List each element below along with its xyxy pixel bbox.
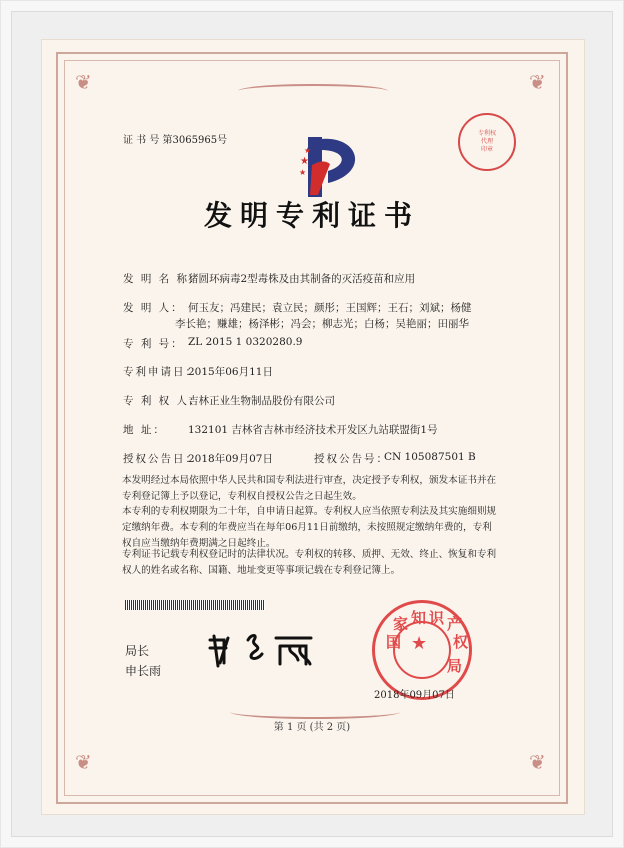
seal-char-7: 局 bbox=[447, 657, 463, 675]
invention-name-label: 发 明 名 称： bbox=[123, 273, 202, 285]
signatory-name: 申长雨 bbox=[125, 664, 162, 678]
signature-image bbox=[206, 628, 326, 670]
corner-ornament-bottom-left: ❦ bbox=[75, 750, 92, 774]
patent-office-logo bbox=[300, 125, 370, 200]
corner-ornament-top-left: ❦ bbox=[75, 70, 92, 94]
seal-char-1: 国 bbox=[386, 633, 402, 651]
grant-date-label: 授权公告日： bbox=[123, 453, 198, 465]
barcode bbox=[125, 600, 265, 610]
top-ornament bbox=[238, 84, 388, 98]
patent-number-label: 专 利 号： bbox=[123, 338, 184, 350]
patentee-label: 专 利 权 人： bbox=[123, 395, 202, 407]
seal-char-3: 知 bbox=[411, 609, 427, 627]
grant-number: CN 105087501 B bbox=[384, 451, 476, 463]
bottom-ornament bbox=[230, 705, 400, 719]
filing-date-label: 专利申请日： bbox=[123, 366, 198, 378]
certificate-number: 证 书 号 第3065965号 bbox=[123, 135, 228, 146]
page-footer: 第 1 页 (共 2 页) bbox=[273, 722, 351, 733]
seal-star-icon: ★ bbox=[411, 633, 428, 654]
certificate-title: 发明专利证书 bbox=[203, 199, 420, 232]
small-stamp-line-1: 专利权 bbox=[477, 130, 496, 137]
inventors-line-1: 何玉友；冯建民；袁立民；颜彤；王国辉；王石；刘斌；杨健 bbox=[188, 302, 472, 314]
grant-number-label: 授权公告号： bbox=[314, 453, 389, 465]
small-stamp-line-2: 代理 bbox=[480, 138, 493, 145]
svg-text:★: ★ bbox=[300, 156, 309, 167]
seal-date: 2018年09月07日 bbox=[374, 690, 455, 701]
address-label: 地 址： bbox=[123, 424, 166, 436]
patentee: 吉林正业生物制品股份有限公司 bbox=[188, 395, 335, 407]
corner-ornament-top-right: ❦ bbox=[529, 70, 546, 94]
body-paragraph-2: 本专利的专利权期限为二十年，自申请日起算。专利权人应当依照专利法及其实施细则规定缴纳年费。本专利的年费应当在每年06月11日前缴纳，未按照规定缴纳年费的，专利权自应当缴纳年费期满之日起终止。 bbox=[122, 506, 497, 549]
invention-name: 猪圆环病毒2型毒株及由其制备的灭活疫苗和应用 bbox=[188, 273, 416, 285]
seal-char-5: 产 bbox=[447, 615, 463, 633]
svg-text:★: ★ bbox=[304, 146, 312, 155]
seal-char-2: 家 bbox=[393, 615, 409, 633]
seal-char-6: 权 bbox=[453, 633, 469, 651]
grant-date: 2018年09月07日 bbox=[188, 453, 273, 465]
address: 132101 吉林省吉林市经济技术开发区九站联盟街1号 bbox=[188, 424, 438, 436]
inventors-label: 发 明 人： bbox=[123, 302, 184, 314]
small-stamp-line-3: 印章 bbox=[480, 146, 493, 153]
body-paragraph-3: 专利证书记载专利权登记时的法律状况。专利权的转移、质押、无效、终止、恢复和专利权人的姓名或名称、国籍、地址变更等事项记载在专利登记簿上。 bbox=[122, 549, 497, 576]
corner-ornament-bottom-right: ❦ bbox=[529, 750, 546, 774]
seal-char-4: 识 bbox=[429, 609, 445, 627]
filing-date: 2015年06月11日 bbox=[188, 366, 273, 378]
svg-text:★: ★ bbox=[299, 168, 307, 177]
signatory-title: 局长 bbox=[125, 644, 150, 658]
body-paragraph-1: 本发明经过本局依照中华人民共和国专利法进行审查，决定授予专利权，颁发本证书并在专利登记簿上予以登记，专利权自授权公告之日起生效。 bbox=[122, 475, 497, 502]
small-agency-stamp bbox=[458, 113, 516, 171]
patent-number: ZL 2015 1 0320280.9 bbox=[188, 336, 303, 348]
national-ip-office-seal bbox=[372, 600, 472, 700]
inventors-line-2: 李长艳；赚雄；杨泽彬；冯会；柳志光；白杨；吴艳丽；田丽华 bbox=[175, 318, 469, 330]
